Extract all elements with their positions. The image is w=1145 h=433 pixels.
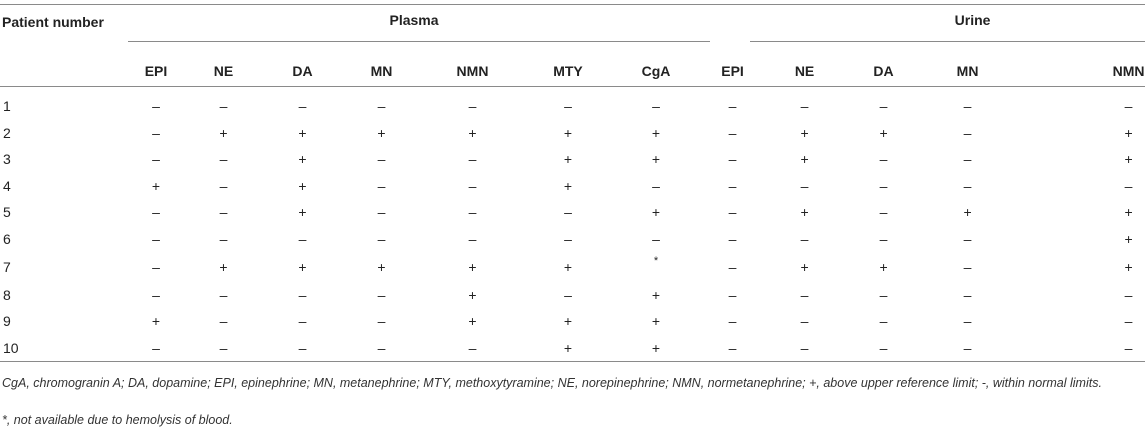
results-table bbox=[0, 4, 1145, 361]
patient-id: 5 bbox=[3, 204, 11, 221]
table-cell: + bbox=[468, 124, 477, 141]
table-cell: – bbox=[963, 177, 972, 194]
table-cell: – bbox=[468, 98, 477, 115]
table-cell: – bbox=[219, 339, 228, 356]
table-cell: + bbox=[219, 258, 228, 275]
patient-id: 3 bbox=[3, 151, 11, 168]
table-cell: – bbox=[879, 98, 888, 115]
table-cell: – bbox=[963, 258, 972, 275]
table-cell: – bbox=[219, 286, 228, 303]
table-cell: – bbox=[152, 258, 160, 275]
table-cell: – bbox=[219, 313, 228, 330]
table-cell: – bbox=[879, 230, 888, 247]
table-row bbox=[0, 173, 1145, 200]
table-cell: – bbox=[963, 230, 972, 247]
table-cell: – bbox=[564, 286, 572, 303]
table-cell: + bbox=[563, 124, 573, 141]
table-cell: + bbox=[1124, 258, 1133, 275]
table-cell: – bbox=[564, 98, 572, 115]
table-cell: – bbox=[298, 286, 307, 303]
table-cell: – bbox=[377, 204, 386, 221]
table-cell: – bbox=[879, 286, 888, 303]
table-cell: – bbox=[298, 230, 307, 247]
column-header: DA bbox=[873, 62, 894, 79]
table-cell: + bbox=[468, 258, 477, 275]
table-row bbox=[0, 146, 1145, 173]
table-cell: – bbox=[1124, 98, 1133, 115]
table-row bbox=[0, 252, 1145, 282]
column-header: MN bbox=[370, 62, 393, 79]
table-cell: – bbox=[1124, 313, 1133, 330]
table-cell: – bbox=[219, 230, 228, 247]
table-cell: + bbox=[563, 339, 573, 356]
table-cell: – bbox=[728, 258, 737, 275]
table-row bbox=[0, 120, 1145, 147]
table-cell: – bbox=[377, 313, 386, 330]
patient-id: 8 bbox=[3, 286, 11, 303]
table-cell: + bbox=[651, 339, 661, 356]
table-cell: – bbox=[377, 151, 386, 168]
table-cell: – bbox=[728, 286, 737, 303]
table-cell: – bbox=[152, 230, 160, 247]
urine-group-header: Urine bbox=[954, 12, 991, 28]
table-row bbox=[0, 199, 1145, 226]
table-cell: – bbox=[728, 313, 737, 330]
table-cell: + bbox=[963, 204, 972, 221]
table-cell: – bbox=[652, 177, 660, 194]
column-header: NMN bbox=[1112, 62, 1145, 79]
table-cell: – bbox=[800, 177, 809, 194]
patient-number-header: Patient number bbox=[2, 14, 104, 30]
table-cell: + bbox=[651, 286, 661, 303]
table-cell: – bbox=[152, 204, 160, 221]
table-cell: – bbox=[219, 98, 228, 115]
table-cell: + bbox=[377, 124, 386, 141]
table-cell: – bbox=[298, 98, 307, 115]
table-cell: – bbox=[728, 230, 737, 247]
table-cell: – bbox=[728, 204, 737, 221]
table-cell: – bbox=[800, 98, 809, 115]
table-cell: – bbox=[377, 286, 386, 303]
table-cell: + bbox=[651, 313, 661, 330]
column-header: NMN bbox=[456, 62, 489, 79]
column-header: DA bbox=[292, 62, 313, 79]
table-cell: – bbox=[468, 177, 477, 194]
table-cell: + bbox=[298, 151, 307, 168]
table-cell: – bbox=[879, 339, 888, 356]
table-cell: + bbox=[1124, 230, 1133, 247]
table-cell: – bbox=[963, 286, 972, 303]
table-cell: + bbox=[377, 258, 386, 275]
table-cell: – bbox=[377, 339, 386, 356]
table-cell: – bbox=[963, 98, 972, 115]
table-cell: – bbox=[652, 230, 660, 247]
table-row bbox=[0, 308, 1145, 335]
table-cell: – bbox=[728, 98, 737, 115]
table-cell: – bbox=[152, 151, 160, 168]
table-cell: – bbox=[963, 124, 972, 141]
table-cell: + bbox=[651, 151, 661, 168]
column-header: MTY bbox=[553, 62, 583, 79]
table-cell: + bbox=[468, 286, 477, 303]
bottom-rule bbox=[0, 361, 1145, 362]
table-cell: – bbox=[1124, 177, 1133, 194]
table-cell: + bbox=[563, 258, 573, 275]
patient-id: 10 bbox=[3, 339, 19, 356]
table-cell: + bbox=[879, 124, 888, 141]
table-cell: – bbox=[800, 313, 809, 330]
table-cell: – bbox=[652, 98, 660, 115]
table-cell: – bbox=[152, 339, 160, 356]
patient-id: 7 bbox=[3, 258, 11, 275]
table-cell: + bbox=[298, 258, 307, 275]
table-cell: – bbox=[298, 339, 307, 356]
table-cell: – bbox=[728, 151, 737, 168]
table-cell: – bbox=[564, 204, 572, 221]
table-cell: – bbox=[879, 151, 888, 168]
table-cell: + bbox=[563, 177, 573, 194]
table-cell: + bbox=[800, 204, 809, 221]
patient-id: 4 bbox=[3, 177, 11, 194]
column-header: EPI bbox=[144, 62, 168, 79]
table-cell: * bbox=[653, 255, 659, 267]
table-cell: + bbox=[651, 204, 661, 221]
patient-id: 9 bbox=[3, 313, 11, 330]
table-cell: – bbox=[963, 339, 972, 356]
column-header: EPI bbox=[721, 62, 744, 79]
table-cell: + bbox=[879, 258, 888, 275]
table-cell: – bbox=[152, 286, 160, 303]
table-cell: – bbox=[377, 98, 386, 115]
table-row bbox=[0, 335, 1145, 362]
table-cell: – bbox=[1124, 286, 1133, 303]
table-cell: + bbox=[298, 124, 307, 141]
table-cell: – bbox=[564, 230, 572, 247]
table-cell: + bbox=[219, 124, 228, 141]
table-cell: – bbox=[468, 339, 477, 356]
table-cell: – bbox=[219, 177, 228, 194]
table-cell: – bbox=[800, 339, 809, 356]
table-cell: – bbox=[728, 177, 737, 194]
table-cell: – bbox=[377, 230, 386, 247]
abbreviations-footnote: CgA, chromogranin A; DA, dopamine; EPI, epinephrine; MN, metanephrine; MTY, methoxytyramine; NE, norepinephrine; NMN, normetanephrine; +, above upper reference limit; -, within normal limits. bbox=[2, 376, 1102, 390]
table-row bbox=[0, 226, 1145, 253]
table-row bbox=[0, 282, 1145, 309]
table-cell: + bbox=[151, 177, 161, 194]
table-cell: – bbox=[963, 151, 972, 168]
table-cell: + bbox=[298, 204, 307, 221]
asterisk-footnote: *, not available due to hemolysis of blood. bbox=[2, 413, 233, 427]
table-cell: – bbox=[152, 124, 160, 141]
patient-id: 6 bbox=[3, 230, 11, 247]
table-cell: – bbox=[879, 204, 888, 221]
table-cell: + bbox=[1124, 124, 1133, 141]
table-cell: + bbox=[468, 313, 477, 330]
table-cell: + bbox=[800, 124, 809, 141]
plasma-group-header: Plasma bbox=[389, 12, 439, 28]
table-cell: + bbox=[151, 313, 161, 330]
table-cell: – bbox=[219, 204, 228, 221]
table-cell: + bbox=[651, 124, 661, 141]
column-header: NE bbox=[213, 62, 234, 79]
table-cell: – bbox=[800, 230, 809, 247]
column-header: MN bbox=[956, 62, 979, 79]
patient-id: 1 bbox=[3, 98, 11, 115]
table-cell: – bbox=[377, 177, 386, 194]
table-cell: – bbox=[219, 151, 228, 168]
table-cell: – bbox=[1124, 339, 1133, 356]
table-cell: – bbox=[298, 313, 307, 330]
table-cell: – bbox=[963, 313, 972, 330]
table-cell: – bbox=[800, 286, 809, 303]
table-cell: + bbox=[563, 151, 573, 168]
table-cell: + bbox=[563, 313, 573, 330]
table-cell: – bbox=[879, 313, 888, 330]
table-cell: – bbox=[468, 230, 477, 247]
table-cell: – bbox=[728, 124, 737, 141]
table-cell: – bbox=[468, 151, 477, 168]
table-cell: + bbox=[800, 258, 809, 275]
column-header: CgA bbox=[641, 62, 671, 79]
table-cell: – bbox=[468, 204, 477, 221]
table-cell: + bbox=[1124, 151, 1133, 168]
table-cell: + bbox=[1124, 204, 1133, 221]
table-cell: – bbox=[728, 339, 737, 356]
table-cell: + bbox=[800, 151, 809, 168]
table-row bbox=[0, 93, 1145, 120]
table-cell: – bbox=[879, 177, 888, 194]
table-cell: + bbox=[298, 177, 307, 194]
patient-id: 2 bbox=[3, 124, 11, 141]
column-header: NE bbox=[794, 62, 815, 79]
table-cell: – bbox=[152, 98, 160, 115]
